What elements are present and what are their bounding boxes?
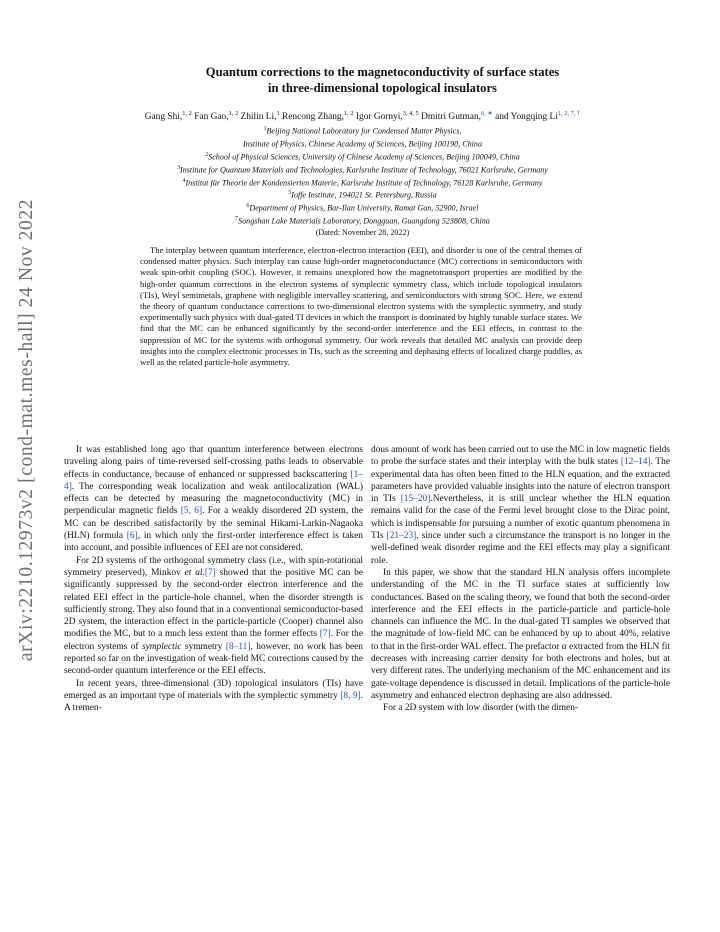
abstract: The interplay between quantum interference, electron-electron interaction (EEI), and disorder is one of the central themes of condensed matter physics. Such interplay can cause high-order magnetoconductance (MC) corrections in semiconductors with weak spin-orbit coupling (SOC). However, it remains unexplored how the magnetotransport properties are modified by the high-order quantum corrections in the electron systems of symplectic symmetry class, which include topological insulators (TIs), Weyl semimetals, graphene with negligible intervalley scattering, and semiconductors with strong SOC. Here, we extend the theory of quantum conductance corrections to two-dimensional electron systems with the symplectic symmetry, and study experimentally such physics with dual-gated TI devices in which the transport is dominated by highly tunable surface states. We find that the MC can be enhanced significantly by the second-order interference and the EEI effects, in contrast to the suppression of MC for the systems with orthogonal symmetry. Our work reveals that detailed MC analysis can provide deep insights into the complex electronic processes in TIs, such as the screening and dephasing effects of localized charge puddles, as well as the related particle-hole asymmetry. [140,245,582,368]
affiliation-line: Institute of Physics, Chinese Academy of Sciences, Beijing 100190, China [242,139,483,149]
body-column-left [64,444,363,715]
author: and Yongqing $Li^{1, 2, 7, \dagger}$ [492,110,581,123]
paragraph: dous amount of work has been carried out to use the MC in low magnetic fields to probe the surface states and their interplay with the bulk states [12–14]. The experimental data has often been fitted to the HLN equation, and the extracted parameters have provided valuable insights into the nature of electron transport in TIs [15–20].Nevertheless, it is still unclear whether the HLN equation remains valid for the case of the Fermi level brought close to the Dirac point, which is indispensable for pursuing a number of exotic quantum phenomena in TIs [21–23], since under such a circumstance the transport is no longer in the well-defined weak disorder regime and the EEI effects may play a significant role. [371,445,671,566]
author: Rencong Zhang,$^{1, 2}$ [279,110,354,123]
citation-link[interactable]: [21–23] [386,531,417,542]
author: Gang Shi,$^{1, 2}$ [144,110,192,123]
author: Zhilin Li,$^1$ [238,110,280,123]
citation-link[interactable]: [8–11] [225,641,251,652]
author: Fan Gao,$^{1, 2}$ [191,110,239,123]
affiliation-line: $^6$Department of Physics, Bar-Ilan University, Ramat Gan, 52900, Israel [246,203,479,214]
title-line-2: in three-dimensional topological insulators [268,81,497,95]
body-column-right [371,444,670,715]
paragraph: In this paper, we show that the standard HLN analysis offers incomplete understanding of the MC in the TI surface states at sufficiently low conductances. Based on the scaling theory, we found that both the second-order interference and the EEI effects in the particle-particle and particle-hole channels can influence the MC. In the dual-gated TI samples we observed that the magnitude of low-field MC can be enhanced by up to about 40%, relative to that in the first-order WAL effect. The prefactor α extracted from the HLN fit decreases with increasing carrier density for both electrons and holes, but at very different rates. The underlying mechanism of the MC enhancement and its gate-voltage dependence is discussed in detail. Implications of the particle-hole asymmetry and enhanced electron dephasing are also addressed. [371,567,671,701]
citation-link[interactable]: [8, 9] [340,690,361,701]
dated-line: (Dated: November 28, 2022) [315,228,410,238]
affiliation-line: $^2$School of Physical Sciences, University of Chinese Academy of Sciences, Beijing 100049, China [205,151,520,162]
author: Dmitri Gutman,$^{6, ∗}$ [418,110,493,123]
paragraph: In recent years, three-dimensional (3D) topological insulators (TIs) have emerged as an important type of materials with the symplectic symmetry [8, 9]. A tremen- [64,678,363,714]
paragraph: For a 2D system with low disorder (with the dimen- [383,703,579,714]
citation-link[interactable]: [7] [319,629,331,640]
author: Igor Gornyi,$^{3, 4, 5}$ [353,110,419,123]
title-line-1: Quantum corrections to the magnetoconductivity of surface states [205,65,560,79]
citation-link[interactable]: [7] [204,567,216,578]
citation-link[interactable]: [15–20] [400,494,431,505]
citation-link[interactable]: [12–14] [620,457,651,468]
paragraph: It was established long ago that quantum interference between electrons traveling along pairs of time-reversed self-crossing paths leads to observable effects in conductance, because of enhanced or suppressed backscattering [1–4]. The corresponding weak localization and weak antilocalization (WAL) effects can be detected by measuring the magnetoconductivity (MC) in perpendicular magnetic fields [5, 6]. For a weakly disordered 2D system, the MC can be described satisfactorily by the seminal Hikami-Larkin-Nagaoka (HLN) formula [6], in which only the first-order interference effect is taken into account, and possible influences of EEI are not considered. [64,445,363,554]
citation-link[interactable]: [6] [126,531,138,542]
paragraph: For 2D systems of the orthogonal symmetry class (i.e., with spin-rotational symmetry preserved), Minkov et al.[7] showed that the positive MC can be significantly suppressed by the second-order electron interference and the related EEI effect in the particle-hole channel, when the disorder strength is sufficiently strong. They also found that in a conventional semiconductor-based 2D system, the interaction effect in the particle-particle (Cooper) channel also modifies the MC, but to a much less extent than the former effects [7]. For the electron systems of symplectic symmetry [8–11], however, no work has been reported so far on the investigation of weak-field MC corrections caused by the second-order quantum interference or the EEI effects. [64,555,363,677]
arxiv-stamp-text: arXiv:2210.12973v2 [cond-mat.mes-hall] 24 Nov 2022 [16,198,38,662]
paper-title [100,64,665,96]
affiliation-line: $^5$Ioffe Institute, 194021 St. Petersburg, Russia [288,190,437,201]
affiliation-list [40,124,685,238]
affiliation-line: $^3$Institute for Quantum Materials and Technologies, Karlsruhe Institute of Technology, 76021 Karlsruhe, Germany [177,164,548,175]
citation-link[interactable]: [5, 6] [180,506,203,517]
author-list [40,109,685,122]
arxiv-identifier-stamp [12,170,42,690]
affiliation-line: $^7$Songshan Lake Materials Laboratory, Dongguan, Guangdong 523808, China [235,216,490,226]
citation-link[interactable]: [1–4] [64,469,363,492]
affiliation-line: $^1$Beijing National Laboratory for Condensed Matter Physics, [263,126,462,136]
affiliation-line: $^4$Institut für Theorie der Kondensierten Materie, Karlsruhe Institute of Technology, 76128 Karlsruhe, Germany [182,177,543,188]
